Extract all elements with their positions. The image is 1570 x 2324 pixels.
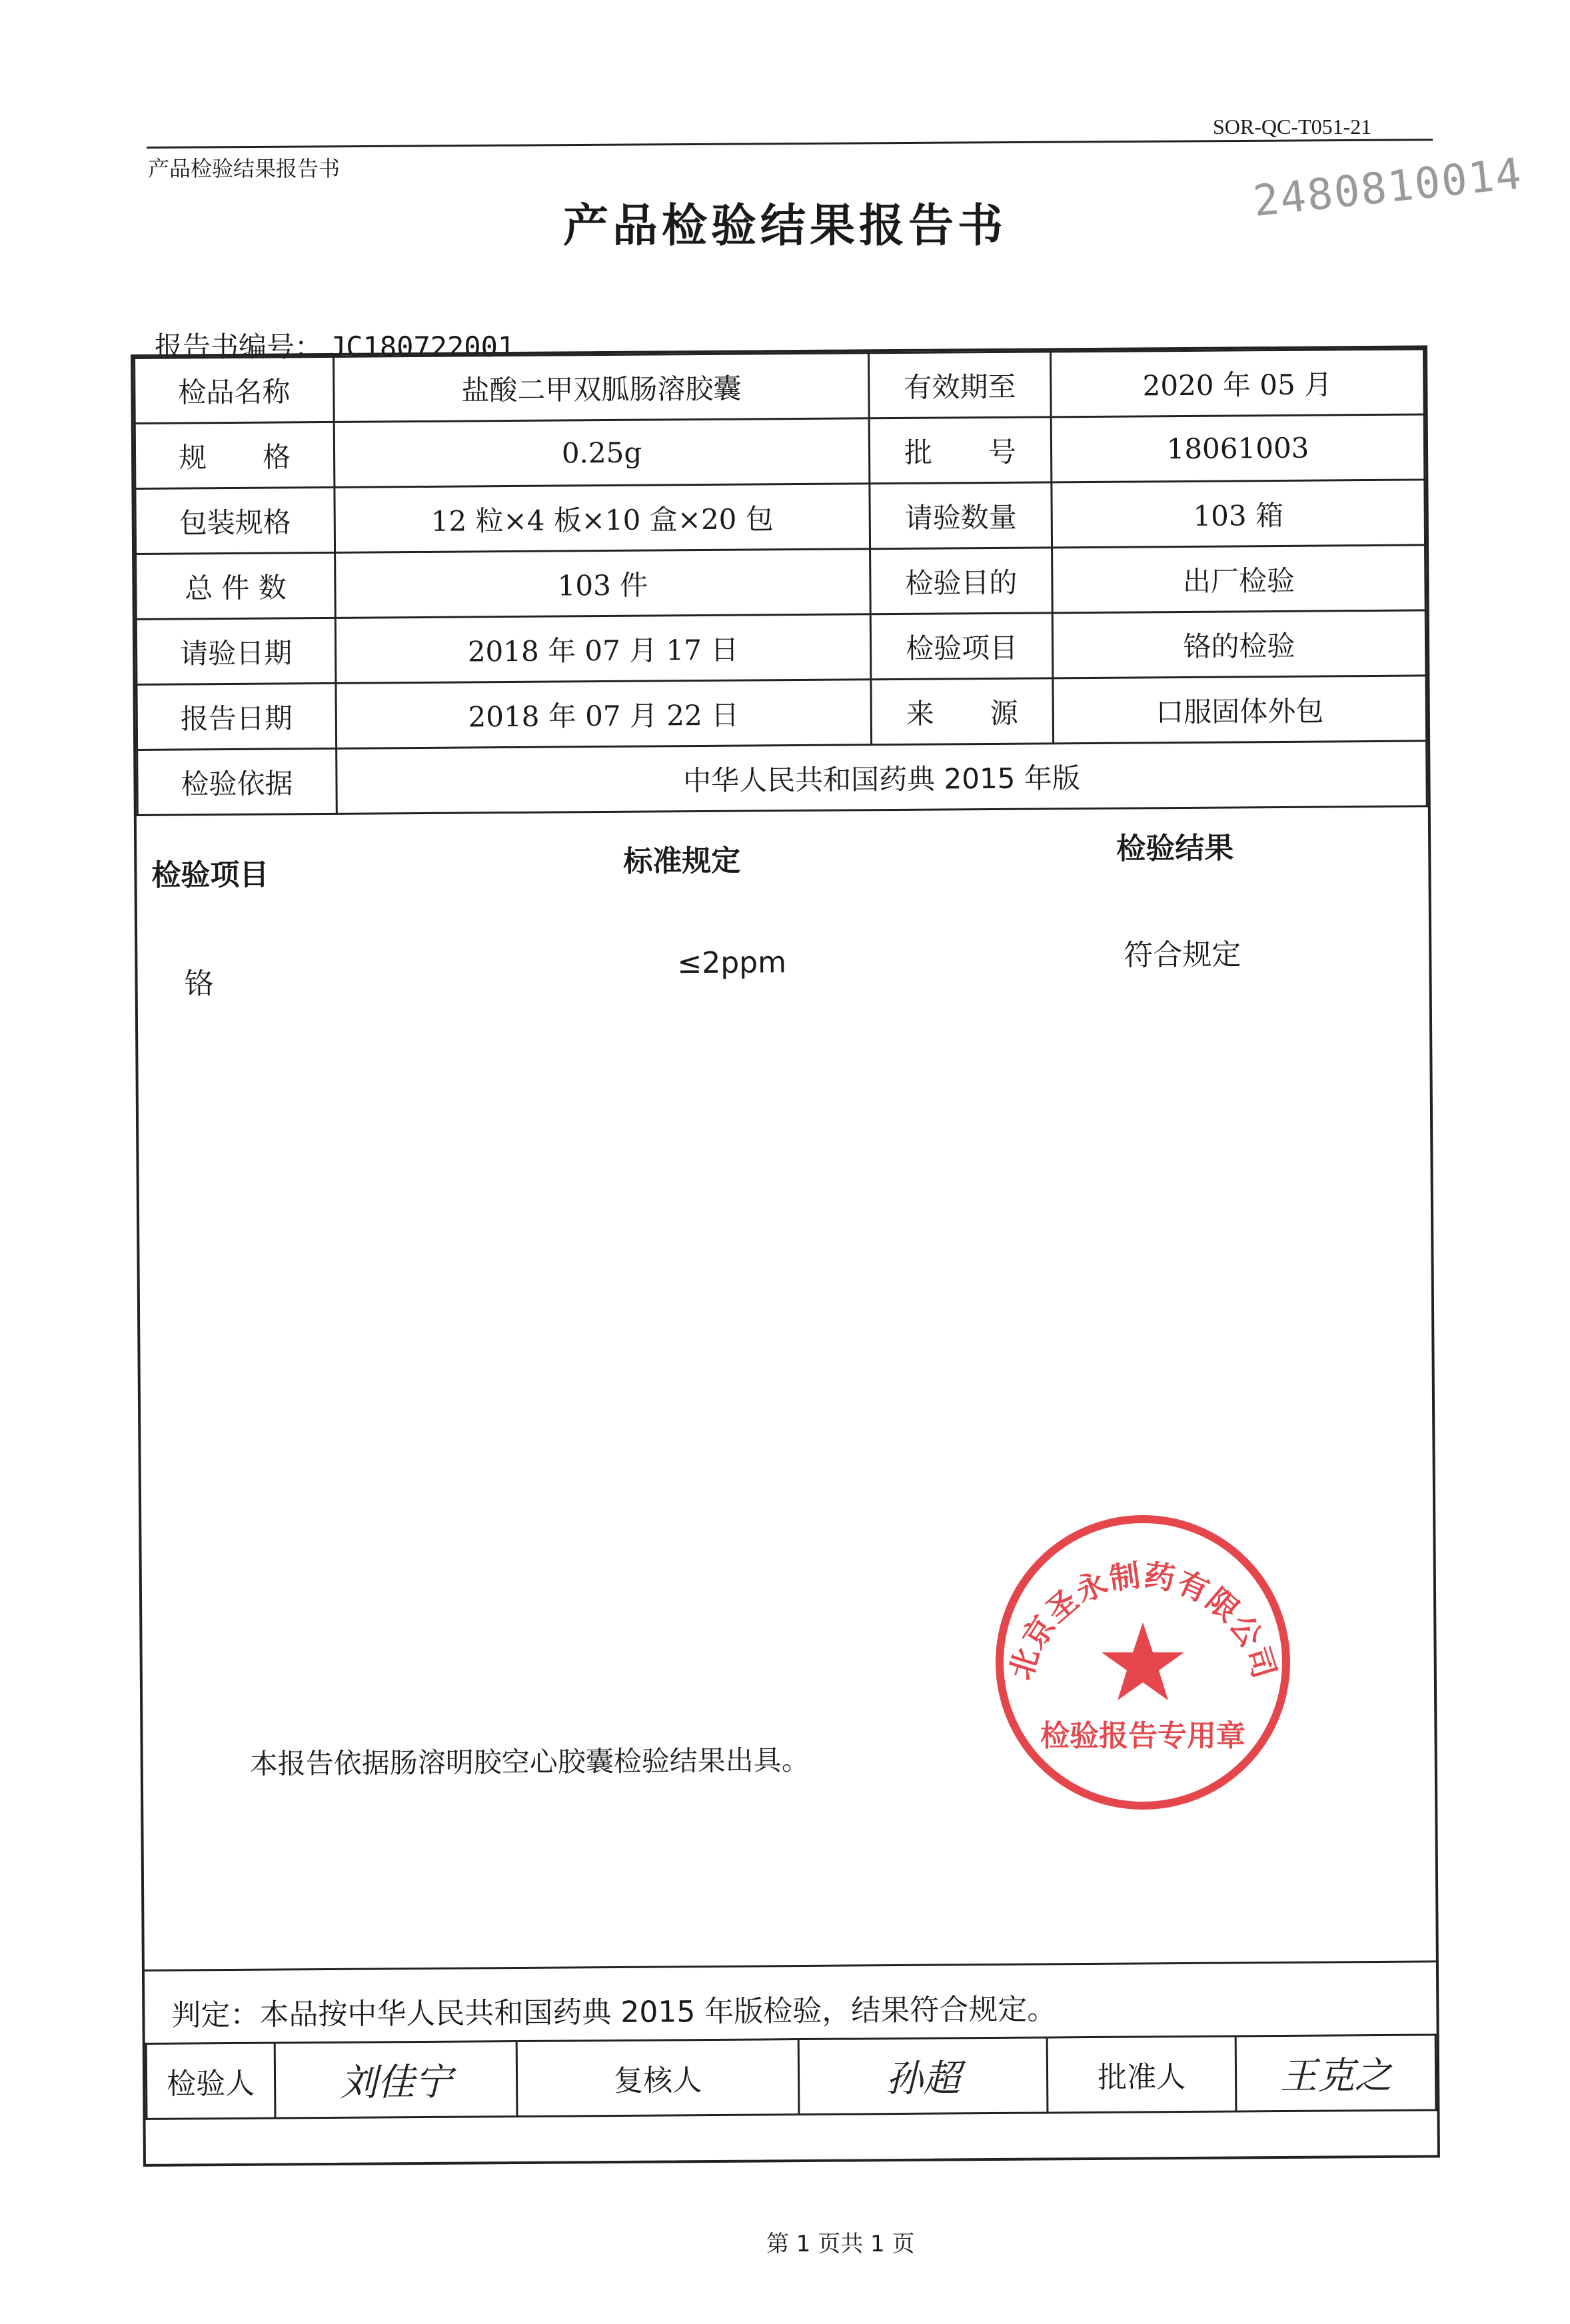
inspector-signature-text: 刘佳宁 (339, 2060, 452, 2105)
report-number-label: 报告书编号： (155, 330, 323, 363)
label-request-date: 请验日期 (136, 618, 336, 684)
value-total: 103 件 (335, 549, 871, 618)
page-title: 产品检验结果报告书 (563, 200, 1008, 253)
value-source: 口服固体外包 (1053, 676, 1427, 744)
value-basis: 中华人民共和国药典 2015 年版 (337, 741, 1427, 814)
table-row (146, 2035, 1436, 2119)
label-report-date: 报告日期 (137, 683, 337, 750)
table-row (137, 676, 1427, 750)
page-number: 第 1 页共 1 页 (766, 2231, 915, 2257)
approver-label: 批准人 (1047, 2036, 1236, 2113)
results-header-item: 检验项目 (151, 858, 269, 893)
value-expiry: 2020 年 05 月 (1051, 349, 1425, 417)
result-standard: ≤2ppm (677, 945, 787, 981)
star-icon (1102, 1622, 1184, 1700)
table-row (136, 610, 1426, 685)
label-test-item: 检验项目 (870, 613, 1053, 680)
value-report-date: 2018 年 07 月 22 日 (336, 680, 872, 749)
seal-inner-text: 检验报告专用章 (1040, 1719, 1245, 1753)
reviewer-signature (798, 2037, 1048, 2115)
table-row (136, 545, 1426, 620)
approver-signature (1235, 2035, 1436, 2111)
report-note: 本报告依据肠溶明胶空心胶囊检验结果出具。 (249, 1743, 810, 1780)
label-total: 总 件 数 (136, 552, 336, 619)
value-request-date: 2018 年 07 月 17 日 (335, 614, 871, 684)
value-product-name: 盐酸二甲双胍肠溶胶囊 (334, 353, 870, 422)
header-small-title: 产品检验结果报告书 (148, 156, 341, 181)
table-row (135, 349, 1425, 424)
label-basis: 检验依据 (137, 748, 337, 815)
report-number-value: JC180722001 (329, 330, 515, 363)
inspector-label: 检验人 (146, 2043, 275, 2119)
result-value: 符合规定 (1124, 937, 1241, 973)
header-rule (147, 139, 1433, 149)
result-item: 铬 (184, 967, 214, 1001)
label-product-name: 检品名称 (135, 356, 335, 423)
results-header-standard: 标准规定 (623, 844, 741, 879)
reviewer-label: 复核人 (516, 2039, 799, 2117)
reviewer-signature-text: 孙超 (885, 2057, 961, 2101)
report-frame (131, 345, 1440, 2167)
info-table (133, 348, 1428, 816)
inspector-signature (275, 2041, 517, 2119)
value-spec: 0.25g (334, 418, 870, 488)
label-quantity: 请验数量 (870, 482, 1052, 549)
table-row (135, 414, 1425, 489)
signature-table (145, 2034, 1437, 2120)
value-packaging: 12 粒×4 板×10 盒×20 包 (335, 484, 870, 553)
official-seal (986, 1506, 1299, 1819)
table-row (137, 741, 1427, 816)
verdict-text: 判定：本品按中华人民共和国药典 2015 年版检验，结果符合规定。 (171, 1992, 1057, 2033)
handwritten-number: 2480810014 (1251, 149, 1525, 227)
label-packaging: 包装规格 (135, 487, 335, 554)
value-quantity: 103 箱 (1052, 480, 1425, 548)
seal-outer-text: 北京圣永制药有限公司 (1002, 1556, 1283, 1684)
label-purpose: 检验目的 (870, 548, 1053, 614)
label-spec: 规 格 (135, 422, 335, 488)
value-purpose: 出厂检验 (1052, 545, 1426, 613)
approver-signature-text: 王克之 (1279, 2053, 1392, 2099)
label-expiry: 有效期至 (869, 352, 1052, 418)
value-test-item: 铬的检验 (1052, 610, 1426, 678)
results-header-result: 检验结果 (1116, 831, 1234, 866)
table-row (135, 480, 1425, 554)
verdict-row (145, 1960, 1437, 2045)
document-code: SOR-QC-T051-21 (1213, 115, 1372, 139)
value-batch: 18061003 (1051, 414, 1425, 482)
label-batch: 批 号 (869, 417, 1052, 484)
label-source: 来 源 (871, 678, 1054, 745)
